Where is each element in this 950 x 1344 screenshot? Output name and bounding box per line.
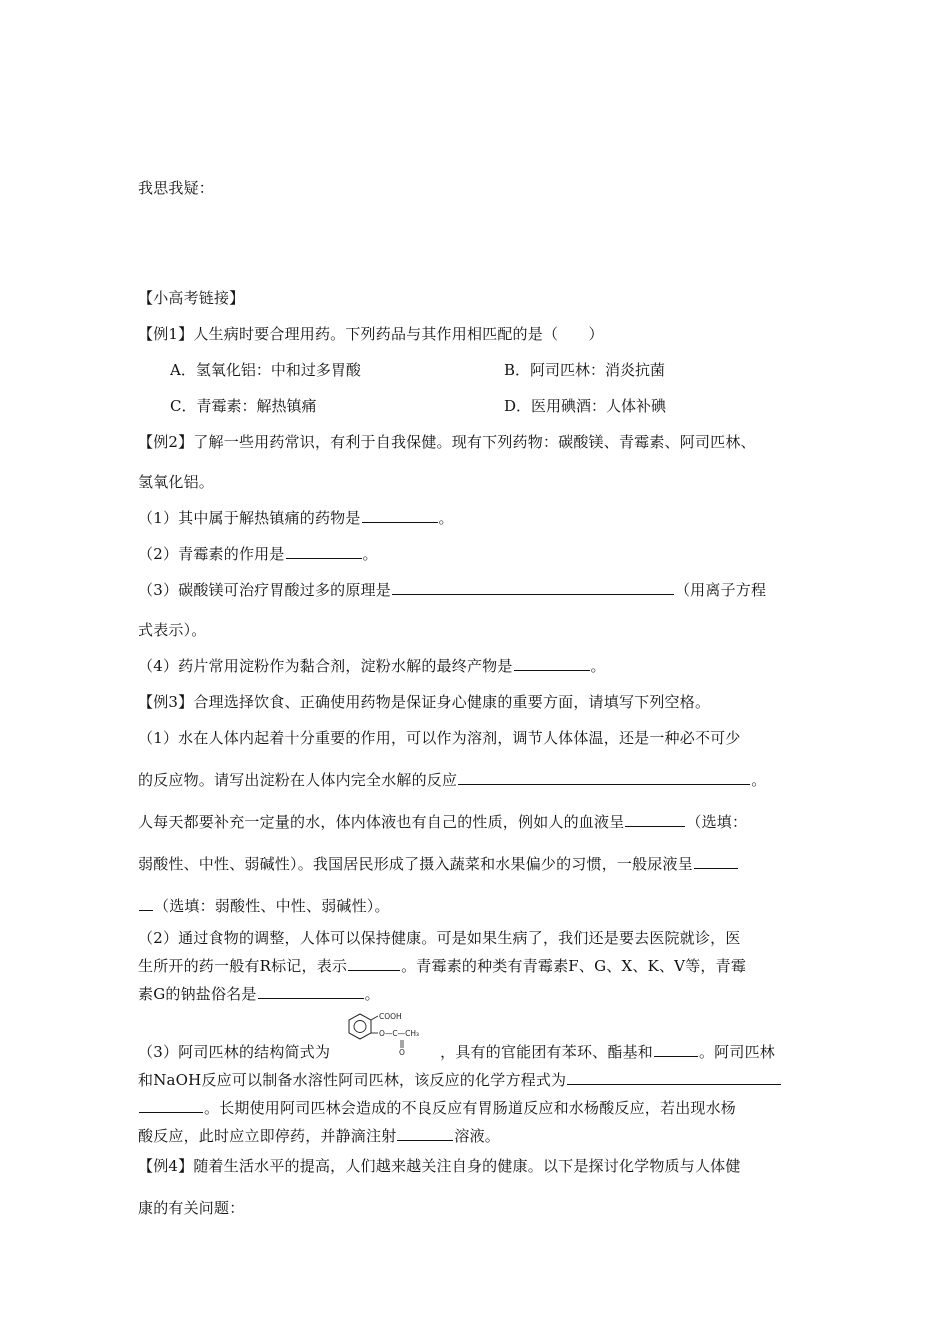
ex3-p1-line2-end: 。 bbox=[751, 771, 767, 789]
ex2-q4 bbox=[138, 656, 606, 676]
ex2-q1-text: （1）其中属于解热镇痛的药物是 bbox=[138, 509, 361, 527]
ex3-p3-line1-mid: ，具有的官能团有苯环、酯基和 bbox=[440, 1043, 653, 1061]
ex2-q4-text: （4）药片常用淀粉作为黏合剂，淀粉水解的最终产物是 bbox=[138, 657, 513, 675]
ex3-blood-blank[interactable] bbox=[625, 812, 685, 827]
ex1-option-d: D．医用碘酒：人体补碘 bbox=[504, 397, 667, 415]
ex3-p1-line4-text: 弱酸性、中性、弱碱性）。我国居民形成了摄入蔬菜和水果偏少的习惯，一般尿液呈 bbox=[138, 855, 693, 873]
ex2-q3-end: （用离子方程 bbox=[674, 581, 767, 599]
ex2-q4-end: 。 bbox=[590, 657, 606, 675]
ex2-q2-blank[interactable] bbox=[286, 544, 362, 559]
ex3-p1-line2 bbox=[138, 770, 766, 790]
ex3-p2-line2-text: 生所开的药一般有R标记，表示 bbox=[138, 957, 348, 975]
ex3-stem: 【例3】合理选择饮食、正确使用药物是保证身心健康的重要方面，请填写下列空格。 bbox=[138, 693, 711, 711]
ex2-q1 bbox=[138, 508, 454, 528]
struct-carbonyl-label: O bbox=[399, 1048, 405, 1056]
ex3-p1-line4 bbox=[138, 854, 739, 874]
ex4-line1: 【例4】随着生活水平的提高，人们越来越关注自身的健康。以下是探讨化学物质与人体健 bbox=[138, 1157, 741, 1175]
ex3-r-mark-blank[interactable] bbox=[348, 956, 400, 971]
ex3-p2-line3-end: 。 bbox=[364, 985, 380, 1003]
ex3-p3-line2 bbox=[138, 1070, 782, 1090]
ex3-equation-blank-a[interactable] bbox=[567, 1070, 781, 1085]
ex3-p1-line3-text: 人每天都要补充一定量的水，体内体液也有自己的性质，例如人的血液呈 bbox=[138, 813, 625, 831]
ex3-urine-blank-a[interactable] bbox=[694, 854, 738, 869]
struct-ester-label: O—C—CH₃ bbox=[379, 1029, 420, 1038]
ex3-p2-line3-text: 素G的钠盐俗名是 bbox=[138, 985, 257, 1003]
ex3-p3-line3 bbox=[138, 1098, 736, 1118]
ex3-p2-line2-end: 。青霉素的种类有青霉素F、G、X、K、V等，青霉 bbox=[401, 957, 747, 975]
ex3-p2-line3 bbox=[138, 984, 380, 1004]
ex3-p3-line2-text: 和NaOH反应可以制备水溶性阿司匹林，该反应的化学方程式为 bbox=[138, 1071, 567, 1089]
ex3-p1-line3-end: （选填： bbox=[686, 813, 748, 831]
ex1-option-b: B．阿司匹林：消炎抗菌 bbox=[504, 361, 666, 379]
ex3-p2-line2 bbox=[138, 956, 746, 976]
ex3-functional-group-blank[interactable] bbox=[654, 1042, 698, 1057]
ex3-p1-line5 bbox=[138, 896, 390, 916]
ex2-q3 bbox=[138, 580, 766, 600]
ex1-option-c: C．青霉素：解热镇痛 bbox=[170, 397, 317, 415]
ex3-p3-line1-text: （3）阿司匹林的结构简式为 bbox=[138, 1043, 331, 1061]
ex2-q2 bbox=[138, 544, 378, 564]
ex2-stem-line2: 氢氧化铝。 bbox=[138, 473, 215, 491]
ex3-p1-line1: （1）水在人体内起着十分重要的作用，可以作为溶剂，调节人体体温，还是一种必不可少 bbox=[138, 729, 741, 747]
ex2-q3-cont: 式表示）。 bbox=[138, 621, 207, 639]
ex3-p1-line2-text: 的反应物。请写出淀粉在人体内完全水解的反应 bbox=[138, 771, 458, 789]
ex3-p3-line4-text: 酸反应，此时应立即停药，并静滴注射 bbox=[138, 1127, 397, 1145]
ex3-injection-blank[interactable] bbox=[397, 1126, 453, 1141]
ex3-equation-blank-b[interactable] bbox=[139, 1098, 203, 1113]
ex2-stem-line1: 【例2】了解一些用药常识，有利于自我保健。现有下列药物：碳酸镁、青霉素、阿司匹林、 bbox=[138, 433, 756, 451]
ex3-p3-line3-text: 。长期使用阿司匹林会造成的不良反应有胃肠道反应和水杨酸反应，若出现水杨 bbox=[204, 1099, 737, 1117]
ex1-stem: 【例1】人生病时要合理用药。下列药品与其作用相匹配的是（ ） bbox=[138, 325, 604, 343]
ex2-q3-text: （3）碳酸镁可治疗胃酸过多的原理是 bbox=[138, 581, 391, 599]
ex2-q4-blank[interactable] bbox=[514, 656, 590, 671]
ex2-q1-blank[interactable] bbox=[362, 508, 438, 523]
ex3-hydrolysis-blank[interactable] bbox=[458, 770, 750, 785]
reflect-label: 我思我疑： bbox=[138, 179, 215, 197]
ex3-p3-line1 bbox=[138, 1042, 775, 1062]
ex3-p3-line1-end: 。阿司匹林 bbox=[698, 1043, 775, 1061]
section-title: 【小高考链接】 bbox=[138, 289, 245, 307]
ex2-q2-end: 。 bbox=[362, 545, 378, 563]
ex3-p1-line5-text: （选填：弱酸性、中性、弱碱性）。 bbox=[154, 897, 390, 915]
ex1-option-a: A．氢氧化铝：中和过多胃酸 bbox=[170, 361, 361, 379]
ex2-q2-text: （2）青霉素的作用是 bbox=[138, 545, 285, 563]
ex4-line2: 康的有关问题： bbox=[138, 1199, 245, 1217]
ex3-penicillin-blank[interactable] bbox=[258, 984, 364, 999]
ex2-q1-end: 。 bbox=[438, 509, 454, 527]
ex2-q3-blank[interactable] bbox=[392, 580, 674, 595]
ex3-p1-line3 bbox=[138, 812, 747, 832]
struct-cooh-label: COOH bbox=[379, 1012, 402, 1021]
ex3-p2-line1: （2）通过食物的调整，人体可以保持健康。可是如果生病了，我们还是要去医院就诊，医 bbox=[138, 929, 741, 947]
ex3-p3-line4-end: 溶液。 bbox=[454, 1127, 501, 1145]
ex3-p3-line4 bbox=[138, 1126, 500, 1146]
ex3-urine-blank-b[interactable] bbox=[139, 896, 153, 911]
